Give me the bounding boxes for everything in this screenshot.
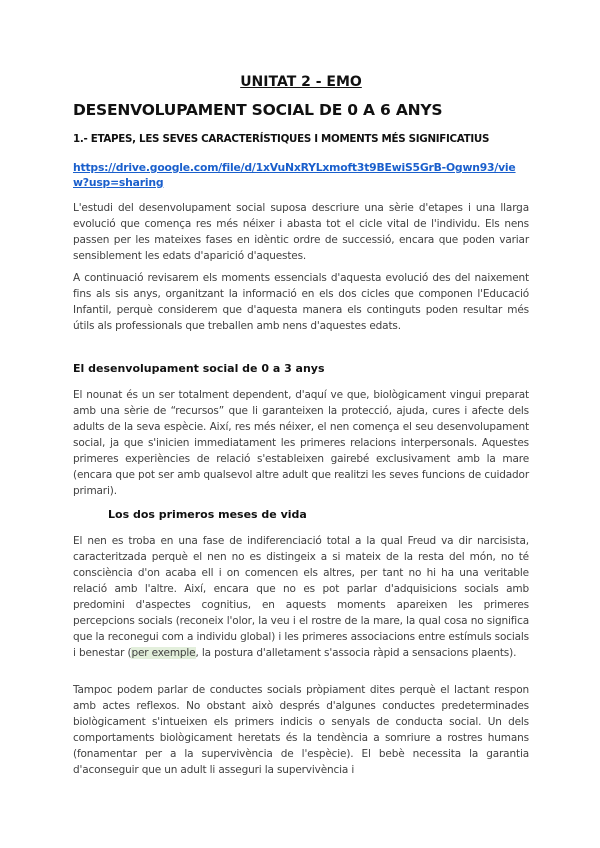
paragraph-4-text-a: El nen es troba en una fase de indiferenciació total a la qual Freud va dir narcisista, caracteritzada perquè el nen no es distingeix a si mateix de la resta del món, no té consciència d'on acaba ell i on comencen els altres, per tant no hi ha una veritable relació amb l'altre. Així, encara que no es pot parlar d'adquisicions socials amb predomini d'aspectes cognitius, en aquests moments apareixen les primeres percepcions socials (reconeix l'olor, la veu i el rostre de la mare, la qual cosa no significa que la reconegui com a individu global) i les primeres associacions entre estímuls socials i benestar ( (73, 535, 529, 659)
paragraph-1: L'estudi del desenvolupament social suposa descriure una sèrie d'etapes i una llarga evolució que comença res més néixer i abasta tot el cicle vital de l'individu. Els nens passen per les mateixes fases en idèntic ordre de successió, encara que poden variar sensiblement les edats d'aparició d'aquestes. (73, 202, 529, 262)
drive-link[interactable]: https://drive.google.com/file/d/1xVuNxRYLxmoft3t9BEwiS5GrB-Ogwn93/view?usp=sharing (73, 161, 516, 189)
paragraph-4-text-b: , la postura d'alletament s'associa ràpid a sensacions plaents). (195, 647, 517, 659)
paragraph-2: A continuació revisarem els moments essencials d'aquesta evolució des del naixement fins als sis anys, organitzant la informació en els dos cicles que componen l'Educació Infantil, perquè considerem que d'aquesta manera els continguts poden resultar més útils als professionals que treballen amb nens d'aquestes edats. (73, 272, 529, 332)
paragraph-4 (73, 533, 529, 661)
section-title: 1.- ETAPES, LES SEVES CARACTERÍSTIQUES I MOMENTS MÉS SIGNIFICATIUS (73, 133, 490, 145)
main-title: DESENVOLUPAMENT SOCIAL DE 0 A 6 ANYS (73, 101, 443, 119)
highlighted-text: per exemple (131, 647, 196, 659)
subsection-title: El desenvolupament social de 0 a 3 anys (73, 362, 325, 375)
unit-title: UNITAT 2 - EMO (240, 74, 362, 90)
paragraph-5: Tampoc podem parlar de conductes socials pròpiament dites perquè el lactant respon amb actes reflexos. No obstant això després d'algunes conductes predeterminades biològicament s'intueixen els primers indicis o senyals de conducta social. Un dels comportaments biològicament heretats és la tendència a somriure a rostres humans (fonamentar per a la supervivència de l'espècie). El bebè necessita la garantia d'aconseguir que un adult li asseguri la supervivència i (73, 684, 529, 776)
paragraph-3: El nounat és un ser totalment dependent, d'aquí ve que, biològicament vingui preparat amb una sèrie de “recursos” que li garanteixen la protecció, ajuda, cures i afecte dels adults de la seva espècie. Així, res més néixer, el nen comença el seu desenvolupament social, ja que s'inicien immediatament les primeres relacions interpersonals. Aquestes primeres experiències de relació s'estableixen gairebé exclusivament amb la mare (encara que pot ser amb qualsevol altre adult que realitzi les seves funcions de cuidador primari). (73, 389, 529, 497)
subsubsection-title: Los dos primeros meses de vida (108, 508, 307, 521)
